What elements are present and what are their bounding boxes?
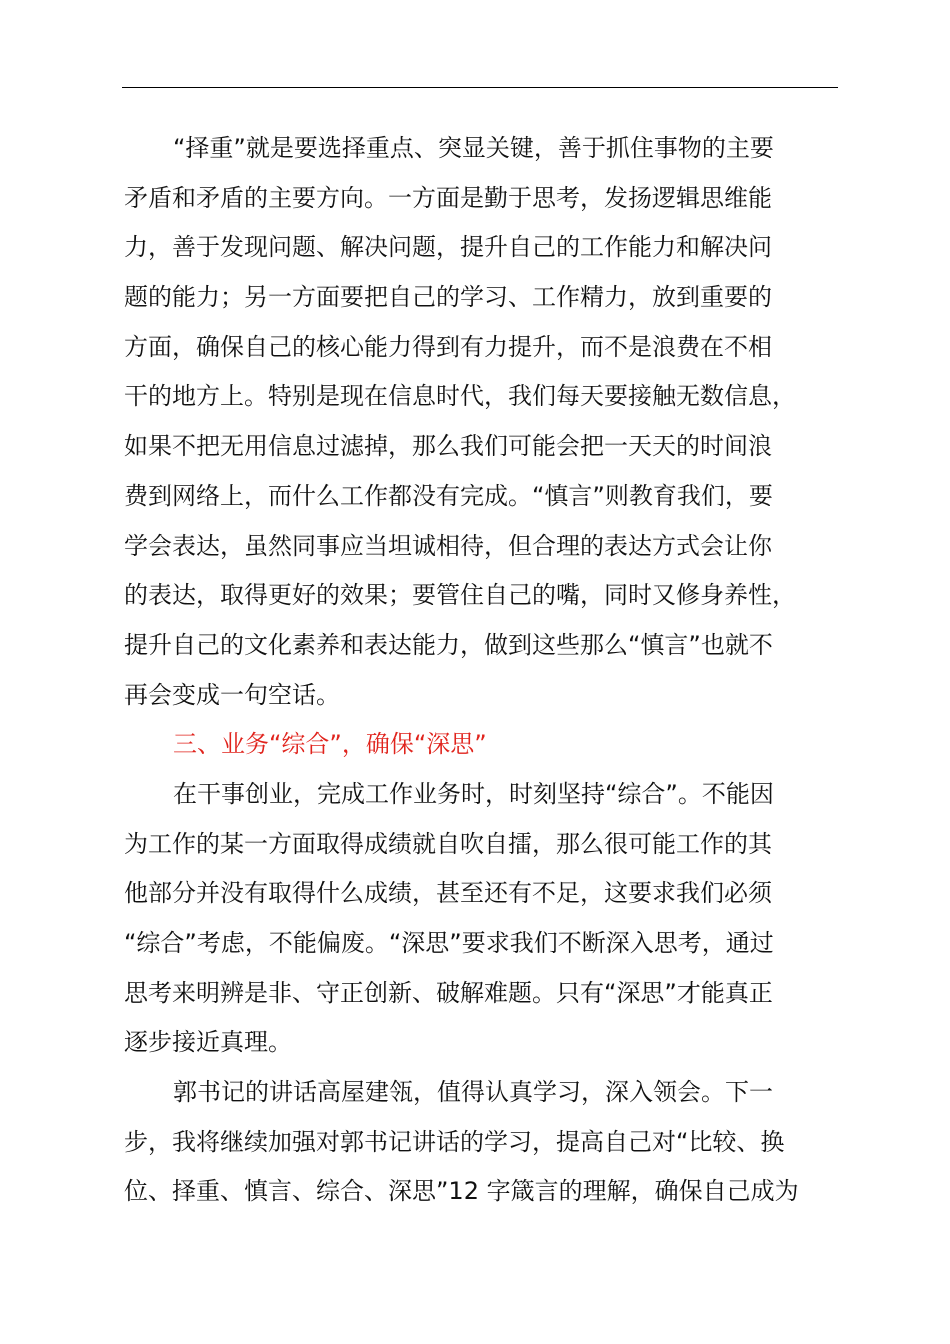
paragraph-line: 力，善于发现问题、解决问题，提升自己的工作能力和解决问 xyxy=(124,233,772,262)
paragraph-line: 提升自己的文化素养和表达能力，做到这些那么“慎言”也就不 xyxy=(124,630,773,659)
document-body xyxy=(124,124,838,1217)
section-heading: 三、业务“综合”，确保“深思” xyxy=(173,730,487,759)
paragraph-line: 他部分并没有取得什么成绩，甚至还有不足，这要求我们必须 xyxy=(124,879,772,908)
paragraph-line: 为工作的某一方面取得成绩就自吹自擂，那么很可能工作的其 xyxy=(124,829,772,858)
paragraph-line: 逐步接近真理。 xyxy=(124,1028,292,1057)
paragraph-line: 矛盾和矛盾的主要方向。一方面是勤于思考，发扬逻辑思维能 xyxy=(124,183,772,212)
paragraph-3 xyxy=(124,1068,838,1217)
paragraph-line: 干的地方上。特别是现在信息时代，我们每天要接触无数信息， xyxy=(124,382,796,411)
paragraph-line: 郭书记的讲话高屋建瓴，值得认真学习，深入领会。下一 xyxy=(173,1078,773,1107)
paragraph-line: 思考来明辨是非、守正创新、破解难题。只有“深思”才能真正 xyxy=(124,978,773,1007)
header-rule xyxy=(122,87,838,88)
paragraph-line: 的表达，取得更好的效果；要管住自己的嘴，同时又修身养性， xyxy=(124,581,796,610)
paragraph-line: “综合”考虑，不能偏废。“深思”要求我们不断深入思考，通过 xyxy=(124,929,774,957)
paragraph-line: 在干事创业，完成工作业务时，时刻坚持“综合”。不能因 xyxy=(173,779,774,808)
paragraph-line: 费到网络上，而什么工作都没有完成。“慎言”则教育我们，要 xyxy=(124,481,773,510)
paragraph-line: 位、择重、慎言、综合、深思”12 字箴言的理解，确保自己成为 xyxy=(124,1177,799,1206)
paragraph-1 xyxy=(124,124,838,720)
paragraph-line: 步，我将继续加强对郭书记讲话的学习，提高自己对“比较、换 xyxy=(124,1127,785,1156)
paragraph-line: 方面，确保自己的核心能力得到有力提升，而不是浪费在不相 xyxy=(124,332,772,361)
paragraph-line: “择重”就是要选择重点、突显关键，善于抓住事物的主要 xyxy=(173,134,774,162)
paragraph-2 xyxy=(124,770,838,1068)
paragraph-line: 题的能力；另一方面要把自己的学习、工作精力，放到重要的 xyxy=(124,283,772,312)
paragraph-line: 再会变成一句空话。 xyxy=(124,680,340,709)
paragraph-line: 如果不把无用信息过滤掉，那么我们可能会把一天天的时间浪 xyxy=(124,432,772,461)
paragraph-line: 学会表达，虽然同事应当坦诚相待，但合理的表达方式会让你 xyxy=(124,531,772,560)
